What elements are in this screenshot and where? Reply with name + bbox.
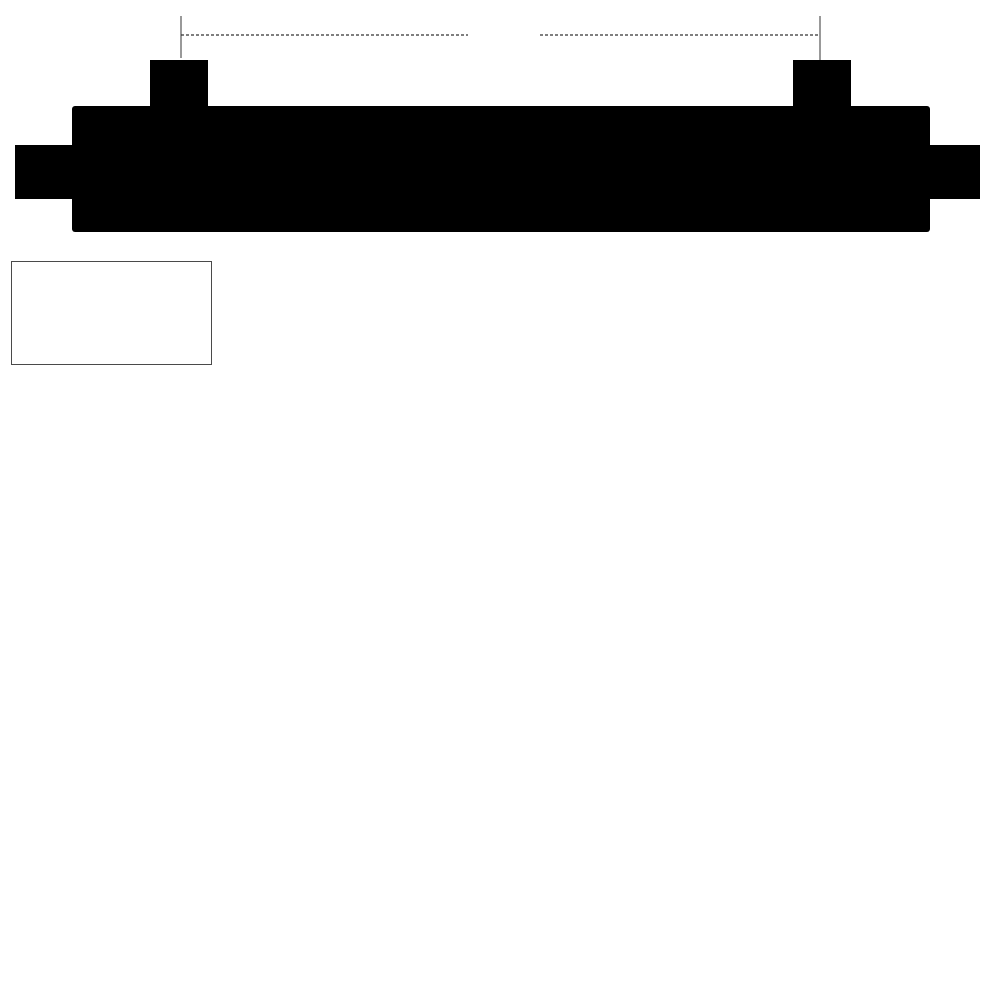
heat-exchanger-diagram <box>0 0 1000 250</box>
inner-tube <box>15 145 980 199</box>
model-header-cell <box>12 262 212 365</box>
specification-table-body <box>12 262 992 365</box>
table-header-row <box>12 262 992 365</box>
specification-table <box>11 261 992 365</box>
